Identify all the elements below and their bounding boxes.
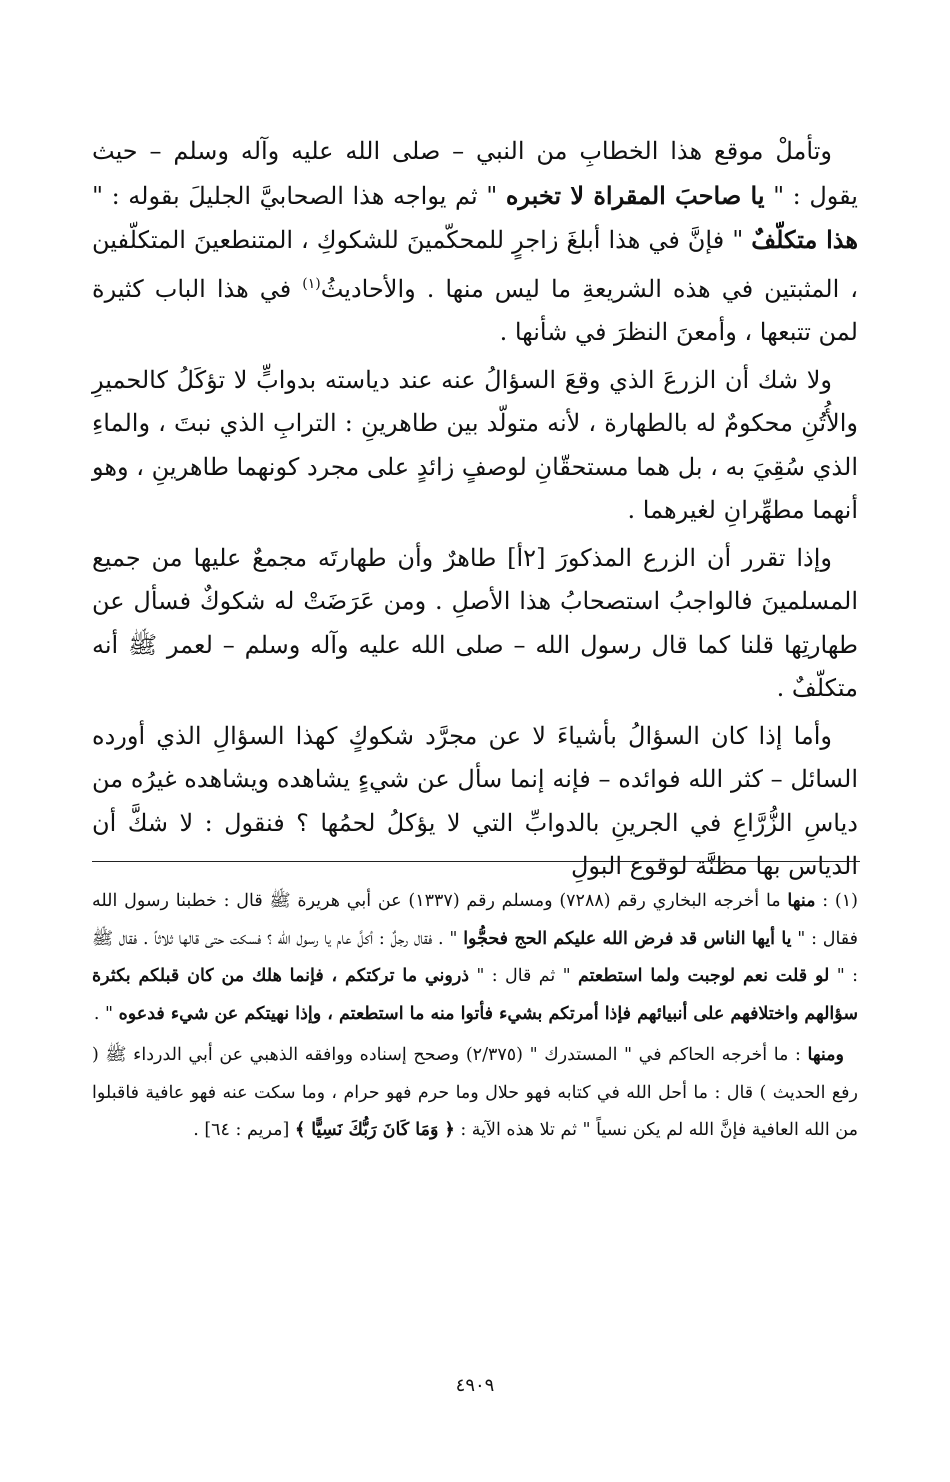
paragraph-4: وأما إذا كان السؤالُ بأشياءَ لا عن مجرَّد شكوكٍ كهذا السؤالِ الذي أورده السائل – كثر الله فوائده – فإنه إنما سأل عن شيءٍ يشاهده ويشاهده غيرُه من دياسِ الزُّرَّاعِ في الجرينِ بالدوابِّ التي لا يؤكلُ لحمُها ؟ فنقول : لا شكَّ أن الدياس بها مظنَّة لوقوع البولِ [92, 721, 858, 880]
footnotes [92, 883, 858, 1154]
paragraph-2: ولا شك أن الزرعَ الذي وقعَ السؤالُ عنه عند دياسته بدوابٍّ لا تؤكَلُ كالحميرِ والأُتُنِ محكومٌ له بالطهارة ، لأنه متولّد بين طاهرينِ : الترابِ الذي نبتَ ، والماءِ الذي سُقِيَ به ، بل هما مستحقّانِ لوصفٍ زائدٍ على مجرد كونهما طاهرينِ ، وهو أنهما مطهِّرانِ لغيرهما . [92, 365, 858, 524]
footnote-separator [92, 861, 860, 862]
paragraph-1: وتأملْ موقع هذا الخطابِ من النبي – صلى الله عليه وآله وسلم – حيث يقول : " يا صاحبَ المقراة لا تخبره " ثم يواجه هذا الصحابيَّ الجليلَ بقوله : " هذا متكلّفٌ " فإنَّ في هذا أبلغَ زاجرٍ للمحكّمينَ للشكوكِ ، المتنطعينَ المتكلّفين ، المثبتين في هذه الشريعةِ ما ليس منها . والأحاديثُ$^{(١)}$ في هذا الباب كثيرة لمن تتبعها ، وأمعنَ النظرَ في شأنها . [92, 137, 858, 346]
quran-verse: ﴿ وَمَا كَانَ رَبُّكَ نَسِيًّا ﴾ [294, 1120, 455, 1140]
footnote-ref: (١) [302, 275, 321, 292]
quote-bold: هذا متكلّفٌ [751, 225, 858, 254]
quote-bold: يا صاحبَ المقراة لا تخبره [505, 180, 765, 210]
footnote-1: (١) : منها ما أخرجه البخاري رقم (٧٢٨٨) ومسلم رقم (١٣٣٧) عن أبي هريرة ﷺ قال : خطبنا رسول الله فقال : " يا أيها الناس قد فرض الله عليكم الحج فحجُّوا " . فقال رجلٌ : أكلَّ عام يا رسول الله ؟ فسكت حتى قالها ثلاثاً . فقال ﷺ : " لو قلت نعم لوجبت ولما استطعتم " ثم قال : " ذروني ما تركتكم ، فإنما هلك من كان قبلكم بكثرة سؤالهم واختلافهم على أنبيائهم فإذا أمرتكم بشيء فأتوا منه ما استطعتم ، وإذا نهيتكم عن شيء فدعوه " . [92, 891, 858, 1024]
page-number: ٤٩٠٩ [455, 1375, 495, 1396]
footnote-2: ومنها : ما أخرجه الحاكم في " المستدرك " (٢/٣٧٥) وصحح إسناده ووافقه الذهبي عن أبي الدرداء ﷺ ( رفع الحديث ) قال : ما أحل الله في كتابه فهو حلال وما حرم فهو حرام ، وما سكت عنه فهو عافية فاقبلوا من الله العافية فإنَّ الله لم يكن نسياً " ثم تلا هذه الآية : ﴿ وَمَا كَانَ رَبُّكَ نَسِيًّا ﴾ [مريم : ٦٤] . [92, 1045, 858, 1140]
paragraph-3: وإذا تقرر أن الزرع المذكورَ [٢أ] طاهرٌ وأن طهارتَه مجمعٌ عليها من جميع المسلمينَ فالواجبُ استصحابُ هذا الأصلِ . ومن عَرَضَتْ له شكوكٌ فسأل عن طهارتِها قلنا كما قال رسول الله – صلى الله عليه وآله وسلم – لعمر ﷺ أنه متكلّفٌ . [92, 543, 858, 702]
main-text [92, 130, 858, 893]
